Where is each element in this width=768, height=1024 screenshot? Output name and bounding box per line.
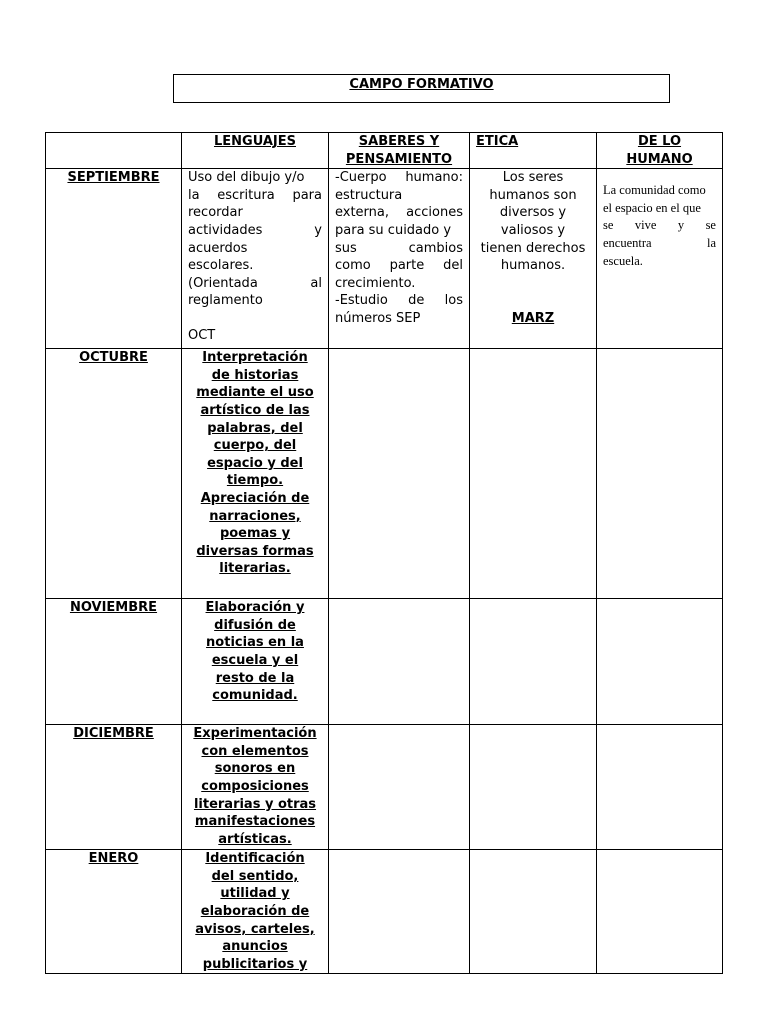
month-septiembre (46, 169, 182, 349)
word: actividades (188, 222, 263, 238)
text-line: reglamento (188, 293, 263, 309)
header-saberes-line-2: PENSAMIENTO (345, 151, 453, 167)
word: la (706, 235, 716, 250)
text-line (603, 217, 716, 235)
noviembre-saberes-cell (329, 599, 470, 725)
text-line: Apreciación de (200, 490, 310, 506)
text-line: utilidad y (220, 886, 290, 902)
text-line: narraciones, (209, 508, 301, 524)
curriculum-table (45, 132, 723, 974)
text-line: poemas y (219, 526, 291, 542)
octubre-etica-cell (470, 349, 597, 599)
enero-lenguajes-cell (182, 850, 329, 974)
header-humano-line-2: HUMANO (626, 151, 693, 167)
header-lenguajes (182, 133, 329, 169)
text-line (188, 275, 322, 293)
marz-label: MARZ (511, 310, 555, 326)
word: como (335, 258, 371, 274)
diciembre-humano-cell (597, 725, 723, 850)
septiembre-lenguajes-cell (182, 169, 329, 349)
header-saberes (329, 133, 470, 169)
word: cambios (408, 240, 463, 256)
text-line: Experimentación (193, 726, 317, 742)
text-line: el espacio en el que (603, 200, 701, 215)
enero-humano-cell (597, 850, 723, 974)
page-title: CAMPO FORMATIVO (173, 74, 670, 103)
text-line (335, 169, 463, 187)
text-line: escuela. (603, 253, 643, 268)
month-noviembre (46, 599, 182, 725)
month-label: SEPTIEMBRE (67, 170, 160, 186)
septiembre-humano-cell (597, 169, 723, 349)
word: y (677, 218, 685, 233)
header-etica-label: ETICA (476, 134, 519, 149)
text-line: del sentido, (211, 868, 299, 884)
octubre-humano-cell (597, 349, 723, 599)
text-line: Elaboración y (205, 600, 305, 616)
word: parte (389, 258, 425, 274)
word: sus (335, 240, 357, 256)
word: y (314, 222, 322, 238)
noviembre-humano-cell (597, 599, 723, 725)
table-row-enero (46, 850, 723, 974)
text-line: elaboración de (200, 903, 310, 919)
text-line (335, 204, 463, 222)
header-humano (597, 133, 723, 169)
septiembre-saberes-cell (329, 169, 470, 349)
text-line: artístico de las (200, 402, 310, 418)
text-line: humanos. (500, 258, 566, 274)
text-line: estructura (335, 187, 403, 203)
text-line: crecimiento. (335, 275, 416, 291)
text-line: artísticas. (218, 831, 292, 847)
text-line: escuela y el (211, 652, 299, 668)
text-line: literarias y otras (193, 796, 317, 812)
word: acciones (406, 205, 463, 221)
text-line: recordar (188, 205, 243, 221)
text-line: difusión de (214, 617, 296, 633)
table-row-noviembre (46, 599, 723, 725)
diciembre-etica-cell (470, 725, 597, 850)
text-line: avisos, carteles, (195, 921, 315, 937)
header-empty-cell (46, 133, 182, 169)
text-line: sonoros en (214, 761, 296, 777)
text-line: palabras, del (207, 420, 303, 436)
word: los (444, 293, 463, 309)
noviembre-lenguajes-cell (182, 599, 329, 725)
text-line: acuerdos (188, 240, 248, 256)
word: externa, (335, 205, 390, 221)
word: se (705, 218, 716, 233)
septiembre-etica-cell (470, 169, 597, 349)
header-saberes-line-1: SABERES Y (358, 134, 440, 149)
text-line (335, 292, 463, 310)
text-line: OCT (188, 327, 216, 343)
text-line: escolares. (188, 258, 254, 274)
word: de (408, 293, 425, 309)
word: del (443, 258, 463, 274)
text-line: La comunidad como (603, 183, 706, 198)
month-label: NOVIEMBRE (69, 600, 158, 616)
table-row-septiembre (46, 169, 723, 349)
text-line: humanos son (489, 187, 577, 203)
word: (Orientada (188, 275, 258, 291)
text-line: Uso del dibujo y/o (188, 170, 305, 186)
text-line: comunidad. (212, 688, 298, 704)
header-row (46, 133, 723, 169)
text-line (188, 222, 322, 240)
text-line (188, 187, 322, 205)
word: se (603, 218, 614, 233)
text-line (335, 240, 463, 258)
text-line: resto de la (215, 670, 295, 686)
diciembre-saberes-cell (329, 725, 470, 850)
enero-etica-cell (470, 850, 597, 974)
word: la (188, 187, 200, 203)
month-diciembre (46, 725, 182, 850)
text-line: Identificación (205, 851, 305, 867)
word: -Cuerpo (335, 170, 387, 186)
enero-saberes-cell (329, 850, 470, 974)
text-line: espacio y del (207, 455, 303, 471)
text-line: Interpretación (202, 350, 308, 366)
text-line: tiempo. (226, 473, 284, 489)
octubre-saberes-cell (329, 349, 470, 599)
month-octubre (46, 349, 182, 599)
header-etica (470, 133, 597, 169)
month-label: DICIEMBRE (73, 726, 154, 742)
text-line: publicitarios y (202, 956, 308, 972)
text-line: literarias. (219, 561, 291, 577)
table-row-diciembre (46, 725, 723, 850)
text-line (335, 257, 463, 275)
table-row-octubre (46, 349, 723, 599)
humano-note (603, 182, 716, 270)
noviembre-etica-cell (470, 599, 597, 725)
word: para (292, 187, 322, 203)
word: al (310, 275, 322, 291)
word: encuentra (603, 235, 652, 250)
text-line: tienen derechos (480, 240, 586, 256)
header-humano-line-1: DE LO (637, 134, 682, 149)
text-line: valiosos y (500, 222, 566, 238)
text-line: diversos y (499, 205, 567, 221)
text-line: manifestaciones (194, 814, 316, 830)
text-line: de historias (211, 367, 299, 383)
text-line: diversas formas (196, 543, 314, 559)
text-line: con elementos (201, 743, 309, 759)
text-line: números SEP (335, 310, 421, 326)
month-label: OCTUBRE (79, 350, 148, 366)
text-line: anuncios (222, 939, 288, 955)
text-line: para su cuidado y (335, 222, 452, 238)
octubre-lenguajes-cell (182, 349, 329, 599)
text-line: mediante el uso (196, 385, 314, 401)
text-line (603, 235, 716, 253)
word: escritura (217, 187, 275, 203)
word: -Estudio (335, 293, 388, 309)
text-line: cuerpo, del (213, 438, 297, 454)
word: humano: (405, 170, 463, 186)
month-enero (46, 850, 182, 974)
month-label: ENERO (88, 851, 139, 867)
header-lenguajes-label: LENGUAJES (213, 134, 296, 149)
text-line: noticias en la (206, 635, 304, 651)
word: vive (634, 218, 657, 233)
text-line: composiciones (201, 778, 309, 794)
text-line: Los seres (502, 170, 564, 186)
diciembre-lenguajes-cell (182, 725, 329, 850)
